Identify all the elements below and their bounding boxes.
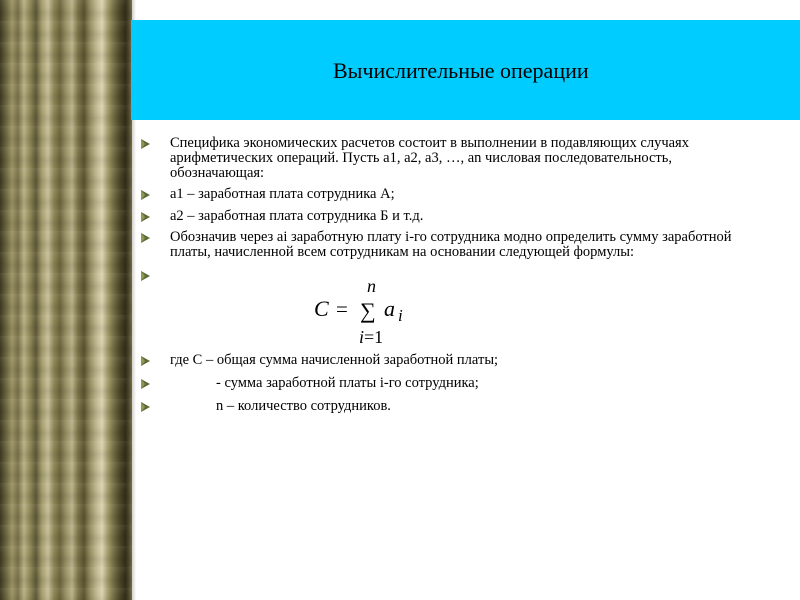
sum-symbol-icon: ∑	[360, 298, 376, 323]
arrow-bullet-icon	[141, 233, 150, 243]
list-item	[141, 230, 741, 260]
formula-lhs: C	[314, 296, 329, 321]
list-item-text: n – количество сотрудников.	[216, 398, 391, 414]
arrow-bullet-icon	[141, 402, 150, 412]
sum-formula	[314, 276, 424, 350]
list-item	[141, 376, 741, 391]
list-item-text: где С – общая сумма начисленной заработной платы;	[170, 352, 499, 368]
list-item-text: Обозначив через ai заработную плату i-го сотрудника модно определить сумму заработной платы, начисленной всем сотрудникам на основании следующей формулы:	[170, 229, 732, 260]
bullet-list	[141, 136, 741, 414]
list-item	[141, 187, 741, 202]
formula-lower-limit	[359, 327, 383, 348]
list-item-text: a2 – заработная плата сотрудника Б и т.д.	[170, 208, 424, 224]
slide-title: Вычислительные операции	[333, 58, 589, 83]
formula-lower-val: 1	[374, 327, 384, 347]
formula-equals: =	[336, 297, 348, 321]
formula-lower-var: i	[359, 327, 365, 347]
arrow-bullet-icon	[141, 271, 150, 281]
list-item	[141, 353, 741, 368]
arrow-bullet-icon	[141, 356, 150, 366]
decorative-marble-strip	[0, 0, 132, 600]
formula-upper-limit: n	[367, 276, 376, 296]
list-item	[141, 209, 741, 224]
arrow-bullet-icon	[141, 139, 150, 149]
arrow-bullet-icon	[141, 379, 150, 389]
list-item	[141, 136, 741, 181]
formula-term-subscript: i	[398, 306, 403, 325]
list-item-text: - сумма заработной платы i-го сотрудника;	[216, 375, 479, 391]
list-item-formula	[141, 268, 741, 348]
list-item-text: Специфика экономических расчетов состоит в выполнении в подавляющих случаях арифметических операций. Пусть a1, a2, a3, …, an числовая последовательность, обозначающая:	[170, 135, 689, 181]
arrow-bullet-icon	[141, 212, 150, 222]
formula-lower-eq: =	[364, 327, 375, 347]
formula-term: a	[384, 296, 395, 321]
list-item-text: a1 – заработная плата сотрудника А;	[170, 186, 395, 202]
list-item	[141, 399, 741, 414]
arrow-bullet-icon	[141, 190, 150, 200]
